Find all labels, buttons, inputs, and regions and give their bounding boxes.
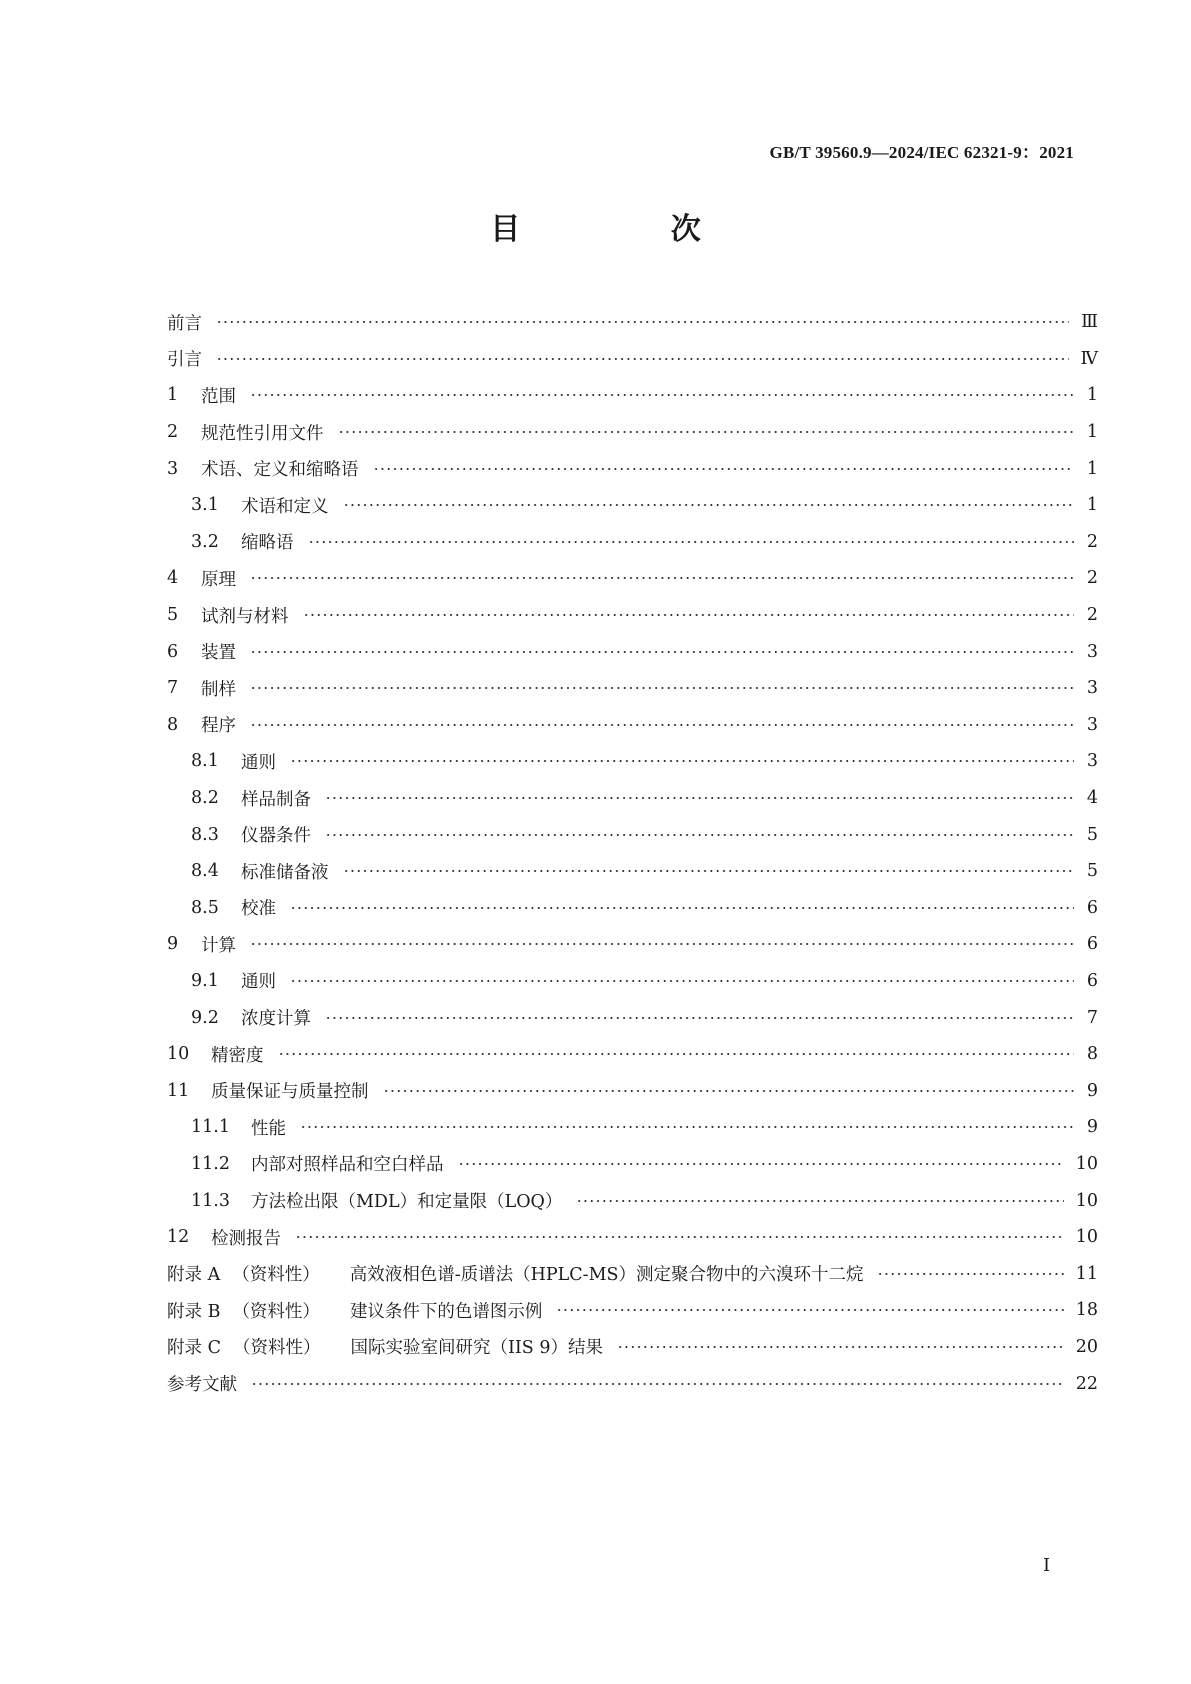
- toc-entry-page: 1: [1086, 458, 1098, 479]
- toc-entry-page: 6: [1086, 934, 1098, 955]
- toc-entry[interactable]: [167, 377, 1098, 414]
- toc-subentry[interactable]: [167, 487, 1098, 524]
- toc-entry-page: 3: [1086, 714, 1098, 735]
- dot-leader: [325, 797, 1074, 799]
- toc-entry-page: Ⅲ: [1081, 312, 1098, 333]
- toc-subentry[interactable]: [167, 1109, 1098, 1146]
- toc-entry-page: 20: [1075, 1336, 1098, 1357]
- dot-leader: [290, 760, 1074, 762]
- toc-entry-page: 22: [1075, 1373, 1098, 1394]
- toc-entry-label: 术语、定义和缩略语: [201, 460, 359, 481]
- toc-subentry[interactable]: [167, 1146, 1098, 1183]
- toc-entry-number: 7: [167, 678, 179, 699]
- toc-entry-label: 精密度: [211, 1045, 264, 1066]
- toc-entry-page: 10: [1075, 1190, 1098, 1211]
- toc-annex-entry[interactable]: [167, 1255, 1098, 1292]
- toc-entry-number: 9.2: [191, 1007, 219, 1028]
- toc-subentry[interactable]: [167, 853, 1098, 890]
- dot-leader: [300, 1126, 1074, 1128]
- dot-leader: [250, 394, 1074, 396]
- toc-entry[interactable]: [167, 597, 1098, 634]
- toc-entry-page: 6: [1086, 970, 1098, 991]
- toc-entry-page: 8: [1086, 1044, 1098, 1065]
- toc-entry-label: 引言: [167, 350, 202, 371]
- toc-entry-page: 2: [1086, 531, 1098, 552]
- annex-number: 附录 A: [167, 1265, 221, 1286]
- dot-leader: [216, 358, 1069, 360]
- toc-entry-label: 性能: [251, 1118, 286, 1139]
- toc-entry-number: 1: [167, 385, 179, 406]
- toc-entry-page: 1: [1086, 385, 1098, 406]
- page-title: 目 次: [490, 212, 771, 247]
- toc-entry-number: 4: [167, 568, 179, 589]
- toc-entry-label: 国际实验室间研究（IIS 9）结果: [350, 1338, 603, 1359]
- toc-entry[interactable]: [167, 1219, 1098, 1256]
- toc-entry-number: 11.1: [191, 1117, 230, 1138]
- toc-subentry[interactable]: [167, 963, 1098, 1000]
- dot-leader: [576, 1200, 1063, 1202]
- toc-entry-page: 18: [1075, 1300, 1098, 1321]
- toc-subentry[interactable]: [167, 999, 1098, 1036]
- toc-entry-label: 内部对照样品和空白样品: [251, 1155, 444, 1176]
- toc-entry-label: 术语和定义: [241, 496, 329, 517]
- toc-entry-label: 原理: [201, 569, 236, 590]
- dot-leader: [250, 577, 1074, 579]
- toc-entry[interactable]: [167, 560, 1098, 597]
- toc-entry-number: 3: [167, 458, 179, 479]
- toc-entry-page: 10: [1075, 1227, 1098, 1248]
- toc-entry[interactable]: [167, 304, 1098, 341]
- toc-entry-page: 3: [1086, 751, 1098, 772]
- toc-entry-page: 5: [1086, 824, 1098, 845]
- toc-entry-label: 通则: [241, 752, 276, 773]
- toc-entry-number: 2: [167, 422, 179, 443]
- dot-leader: [308, 541, 1075, 543]
- dot-leader: [617, 1346, 1064, 1348]
- dot-leader: [303, 614, 1075, 616]
- toc-entry-label: 校准: [241, 899, 276, 920]
- toc-entry-label: 高效液相色谱-质谱法（HPLC-MS）测定聚合物中的六溴环十二烷: [349, 1265, 864, 1286]
- dot-leader: [290, 980, 1074, 982]
- toc-entry-number: 8.4: [191, 861, 219, 882]
- toc-entry[interactable]: [167, 450, 1098, 487]
- toc-entry-number: 6: [167, 641, 179, 662]
- toc-subentry[interactable]: [167, 1182, 1098, 1219]
- toc-subentry[interactable]: [167, 524, 1098, 561]
- toc-entry-label: 范围: [201, 386, 236, 407]
- toc-entry-number: 8.5: [191, 897, 219, 918]
- toc-entry-label: 参考文献: [167, 1375, 237, 1396]
- toc-entry[interactable]: [167, 633, 1098, 670]
- dot-leader: [250, 943, 1074, 945]
- toc-subentry[interactable]: [167, 743, 1098, 780]
- dot-leader: [251, 1383, 1064, 1385]
- toc-entry-number: 11.2: [191, 1153, 230, 1174]
- page-folio: I: [1043, 1555, 1051, 1576]
- toc-entry-label: 程序: [201, 716, 236, 737]
- dot-leader: [325, 1017, 1074, 1019]
- toc-entry-number: 3.2: [191, 531, 219, 552]
- toc-entry-label: 规范性引用文件: [201, 423, 324, 444]
- annex-number: 附录 B: [167, 1301, 221, 1322]
- toc-entry-number: 8.3: [191, 824, 219, 845]
- toc-entry-label: 标准储备液: [241, 862, 329, 883]
- toc-entry-page: Ⅳ: [1080, 348, 1098, 369]
- toc-entry[interactable]: [167, 707, 1098, 744]
- toc-entry-page: 7: [1086, 1007, 1098, 1028]
- toc-subentry[interactable]: [167, 780, 1098, 817]
- dot-leader: [278, 1053, 1075, 1055]
- toc-entry-label: 前言: [167, 313, 202, 334]
- toc-entry-page: 2: [1086, 568, 1098, 589]
- toc-entry[interactable]: [167, 1036, 1098, 1073]
- dot-leader: [458, 1163, 1064, 1165]
- toc-entry-page: 10: [1075, 1153, 1098, 1174]
- toc-entry-label: 装置: [201, 643, 236, 664]
- toc-subentry[interactable]: [167, 890, 1098, 927]
- toc-entry-number: 11: [167, 1080, 190, 1101]
- dot-leader: [343, 504, 1075, 506]
- toc-entry-number: 9.1: [191, 970, 219, 991]
- toc-entry-page: 9: [1086, 1080, 1098, 1101]
- dot-leader: [290, 907, 1074, 909]
- dot-leader: [877, 1273, 1063, 1275]
- toc-entry-label: 样品制备: [241, 789, 311, 810]
- toc-entry-label: 通则: [241, 972, 276, 993]
- toc-annex-entry[interactable]: [167, 1292, 1098, 1329]
- annex-number: 附录 C: [167, 1338, 221, 1359]
- toc-entry-number: 8: [167, 714, 179, 735]
- toc-entry-label: 浓度计算: [241, 1009, 311, 1030]
- toc-entry-number: 3.1: [191, 495, 219, 516]
- annex-kind: （资料性）: [232, 1265, 320, 1286]
- toc-entry-number: 9: [167, 934, 179, 955]
- toc-entry[interactable]: [167, 1365, 1098, 1402]
- toc-entry-number: 10: [167, 1044, 190, 1065]
- toc-entry-page: 1: [1086, 495, 1098, 516]
- dot-leader: [250, 724, 1074, 726]
- toc-annex-entry[interactable]: [167, 1329, 1098, 1366]
- toc-entry-page: 2: [1086, 605, 1098, 626]
- toc-entry[interactable]: [167, 926, 1098, 963]
- toc-entry-page: 3: [1086, 641, 1098, 662]
- dot-leader: [216, 321, 1069, 323]
- toc-entry-page: 6: [1086, 897, 1098, 918]
- dot-leader: [250, 651, 1074, 653]
- toc-entry-number: 8.1: [191, 751, 219, 772]
- standard-number: GB/T 39560.9—2024/IEC 62321-9：2021: [769, 143, 1074, 162]
- toc-entry-number: 11.3: [191, 1190, 230, 1211]
- toc-entry-label: 缩略语: [241, 533, 294, 554]
- toc-entry[interactable]: [167, 1072, 1098, 1109]
- toc-entry[interactable]: [167, 670, 1098, 707]
- toc-entry-label: 检测报告: [211, 1228, 281, 1249]
- toc-entry-label: 试剂与材料: [201, 606, 289, 627]
- toc-entry-page: 5: [1086, 861, 1098, 882]
- dot-leader: [383, 1090, 1075, 1092]
- toc-entry-label: 仪器条件: [241, 826, 311, 847]
- dot-leader: [343, 870, 1075, 872]
- dot-leader: [295, 1236, 1064, 1238]
- toc-entry-label: 制样: [201, 679, 236, 700]
- toc-entry-label: 方法检出限（MDL）和定量限（LOQ）: [251, 1192, 563, 1213]
- toc-entry-page: 3: [1086, 678, 1098, 699]
- toc-entry-number: 8.2: [191, 788, 219, 809]
- toc-entry-number: 5: [167, 605, 179, 626]
- annex-kind: （资料性）: [232, 1338, 321, 1359]
- dot-leader: [373, 468, 1075, 470]
- table-of-contents: [167, 304, 1098, 1402]
- dot-leader: [338, 431, 1075, 433]
- dot-leader: [325, 834, 1074, 836]
- toc-entry-page: 9: [1086, 1117, 1098, 1138]
- dot-leader: [556, 1309, 1063, 1311]
- toc-entry-label: 计算: [201, 935, 236, 956]
- toc-entry-number: 12: [167, 1227, 190, 1248]
- annex-kind: （资料性）: [232, 1301, 320, 1322]
- toc-entry-page: 4: [1086, 788, 1098, 809]
- toc-entry-page: 11: [1075, 1263, 1098, 1284]
- toc-entry[interactable]: [167, 341, 1098, 378]
- dot-leader: [250, 687, 1074, 689]
- toc-subentry[interactable]: [167, 816, 1098, 853]
- toc-entry-page: 1: [1086, 422, 1098, 443]
- toc-entry-label: 建议条件下的色谱图示例: [349, 1301, 543, 1322]
- toc-entry-label: 质量保证与质量控制: [211, 1082, 369, 1103]
- toc-entry[interactable]: [167, 414, 1098, 451]
